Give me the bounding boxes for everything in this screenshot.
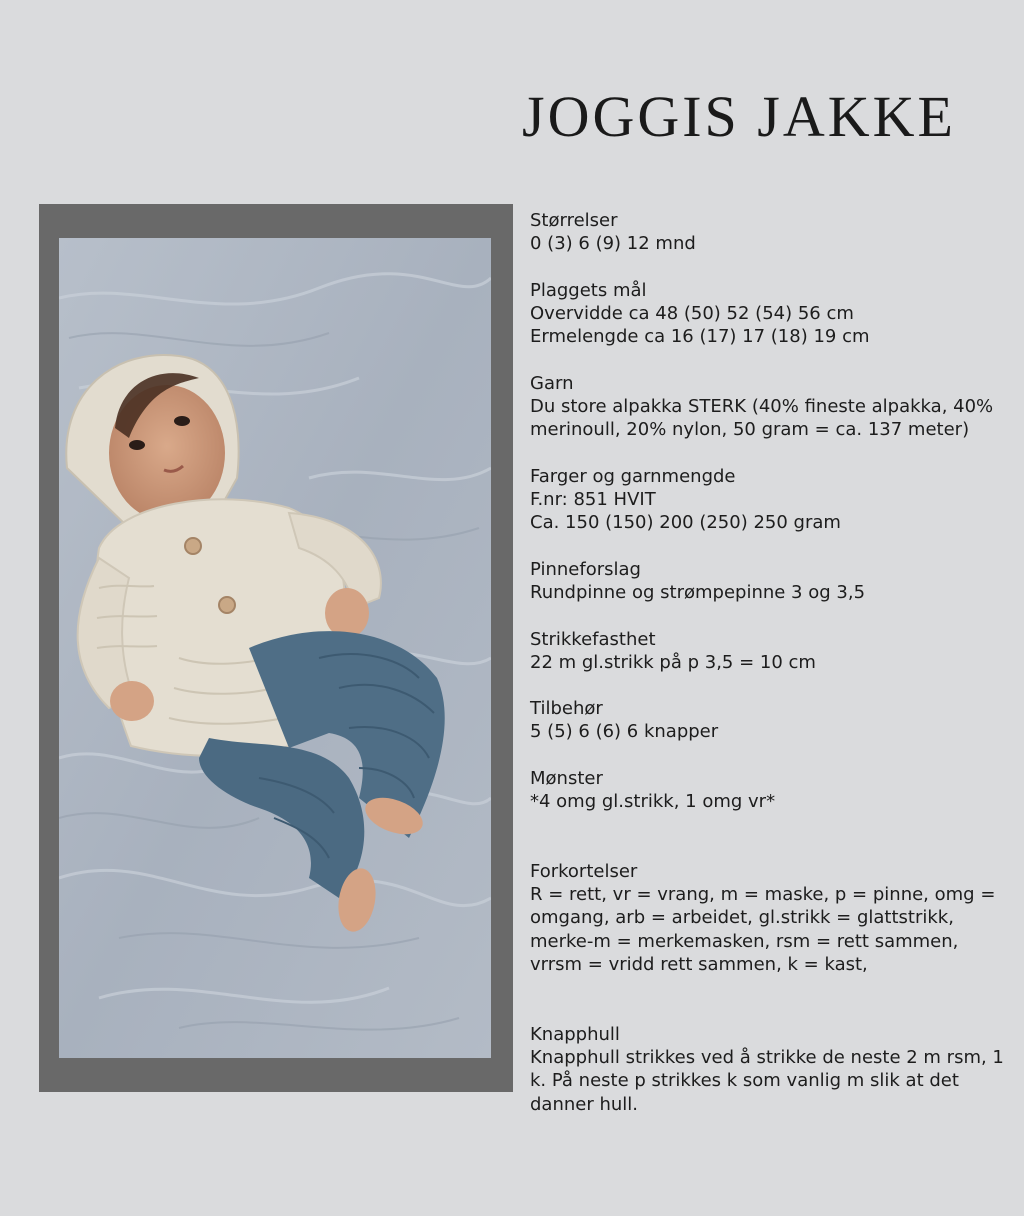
section-line: k. På neste p strikkes k som vanlig m slik at det — [530, 1070, 959, 1092]
section-line: 22 m gl.strikk på p 3,5 = 10 cm — [530, 652, 816, 674]
section-buttonhole — [530, 1023, 1005, 1116]
section-line: Overvidde ca 48 (50) 52 (54) 56 cm — [530, 303, 854, 325]
section-abbreviations — [530, 860, 1000, 976]
photo-frame — [39, 204, 513, 1092]
section-heading: Tilbehør — [530, 698, 603, 719]
section-heading: Mønster — [530, 768, 603, 789]
section-line: omgang, arb = arbeidet, gl.strikk = glattstrikk, — [530, 907, 954, 929]
section-measurements — [530, 279, 870, 349]
section-line: Du store alpakka STERK (40% fineste alpakka, 40% — [530, 396, 994, 418]
section-heading: Knapphull — [530, 1024, 620, 1045]
section-heading: Farger og garnmengde — [530, 466, 736, 487]
section-colors-amount — [530, 465, 841, 535]
section-line: Rundpinne og strømpepinne 3 og 3,5 — [530, 582, 866, 604]
section-line: F.nr: 851 HVIT — [530, 489, 656, 511]
baby-photo — [59, 238, 491, 1058]
section-heading: Strikkefasthet — [530, 629, 656, 650]
section-line: Knapphull strikkes ved å strikke de neste 2 m rsm, 1 — [530, 1047, 1004, 1069]
section-heading: Plaggets mål — [530, 280, 647, 301]
section-line: *4 omg gl.strikk, 1 omg vr* — [530, 791, 776, 813]
section-gauge — [530, 628, 816, 674]
section-accessories — [530, 697, 718, 743]
section-line: R = rett, vr = vrang, m = maske, p = pinne, omg = — [530, 884, 996, 906]
section-line: merinoull, 20% nylon, 50 gram = ca. 137 meter) — [530, 419, 970, 441]
section-line: danner hull. — [530, 1093, 639, 1115]
section-line: merke-m = merkemasken, rsm = rett sammen, — [530, 930, 959, 952]
section-pattern — [530, 767, 775, 813]
section-line: Ca. 150 (150) 200 (250) 250 gram — [530, 512, 841, 534]
section-sizes — [530, 209, 696, 255]
section-needles — [530, 558, 865, 604]
section-line: 5 (5) 6 (6) 6 knapper — [530, 721, 719, 743]
section-line: 0 (3) 6 (9) 12 mnd — [530, 233, 696, 255]
section-yarn — [530, 372, 993, 442]
section-line: vrrsm = vridd rett sammen, k = kast, — [530, 953, 868, 975]
section-heading: Pinneforslag — [530, 559, 641, 580]
section-heading: Garn — [530, 373, 574, 394]
section-line: Ermelengde ca 16 (17) 17 (18) 19 cm — [530, 326, 870, 348]
section-heading: Forkortelser — [530, 861, 638, 882]
page-title: JOGGIS JAKKE — [522, 84, 956, 149]
section-heading: Størrelser — [530, 210, 618, 231]
